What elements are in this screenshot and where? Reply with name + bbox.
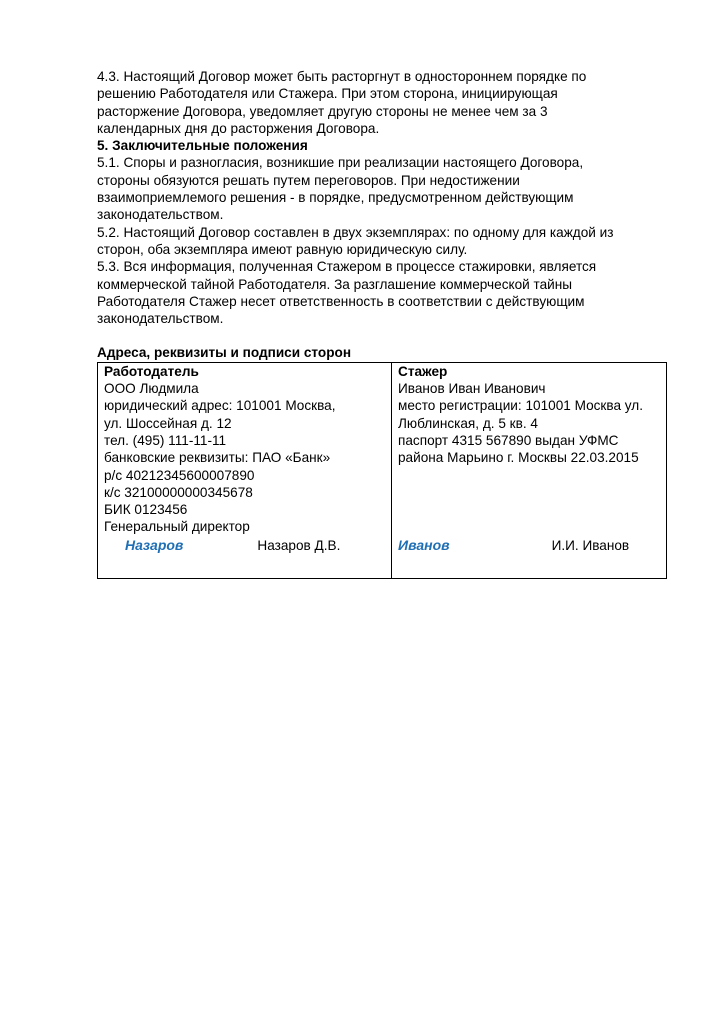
clause-5-3: 5.3. Вся информация, полученная Стажером в процессе стажировки, является коммерческой тайной Работодателя. За разглашение коммерческой тайны Работодателя Стажер несет ответственность в соответствии с действующим законодательством. [97, 259, 597, 327]
section-5-heading: 5. Заключительные положения [97, 138, 308, 154]
intern-line: Иванов Иван Иванович [398, 381, 546, 397]
employer-line: ул. Шоссейная д. 12 [104, 415, 232, 431]
employer-line: юридический адрес: 101001 Москва, [104, 398, 336, 414]
intern-blank-line [398, 484, 660, 501]
employer-heading: Работодатель [104, 363, 199, 379]
employer-line: к/с 32100000000345678 [104, 484, 253, 500]
employer-sign-row [104, 537, 385, 554]
document-page [97, 68, 667, 579]
employer-line: БИК 0123456 [104, 502, 188, 518]
requisites-title: Адреса, реквизиты и подписи сторон [97, 345, 352, 361]
intern-line: района Марьино г. Москвы 22.03.2015 [398, 450, 639, 466]
intern-line: Люблинская, д. 5 кв. 4 [398, 415, 538, 431]
requisites-table [97, 362, 667, 579]
intern-blank-line [398, 501, 660, 518]
employer-line: тел. (495) 111-11-11 [104, 432, 227, 448]
intern-cell [392, 362, 667, 578]
intern-signature: Иванов [398, 536, 450, 553]
requisites-row [98, 362, 667, 578]
intern-blank-line [398, 467, 660, 484]
intern-sign-row [398, 537, 660, 554]
intern-line: паспорт 4315 567890 выдан УФМС [398, 432, 619, 448]
intern-signatory-name: И.И. Иванов [551, 537, 630, 553]
employer-cell [98, 362, 392, 578]
employer-signatory-name: Назаров Д.В. [257, 537, 341, 553]
clause-4-3: 4.3. Настоящий Договор может быть расторгнут в одностороннем порядке по решению Работодателя или Стажера. При этом сторона, инициирующая расторжение Договора, уведомляет другую стороны не менее чем за 3 календарных дня до расторжения Договора. [97, 69, 587, 136]
clause-5-1: 5.1. Споры и разногласия, возникшие при реализации настоящего Договора, стороны обязуются решать путем переговоров. При недостижении взаимоприемлемого решения - в порядке, предусмотренном действующим законодательством. [97, 155, 584, 223]
employer-line: ООО Людмила [104, 381, 199, 397]
employer-line: Генеральный директор [104, 519, 250, 535]
employer-line: р/с 40212345600007890 [104, 467, 255, 483]
clause-5-2: 5.2. Настоящий Договор составлен в двух экземплярах: по одному для каждой из сторон, оба экземпляра имеют равную юридическую силу. [97, 224, 614, 257]
employer-signature: Назаров [125, 536, 184, 553]
intern-heading: Стажер [398, 363, 448, 379]
intern-blank-line [398, 518, 660, 535]
employer-line: банковские реквизиты: ПАО «Банк» [104, 450, 331, 466]
intern-line: место регистрации: 101001 Москва ул. [398, 398, 643, 414]
spacer [97, 327, 667, 344]
